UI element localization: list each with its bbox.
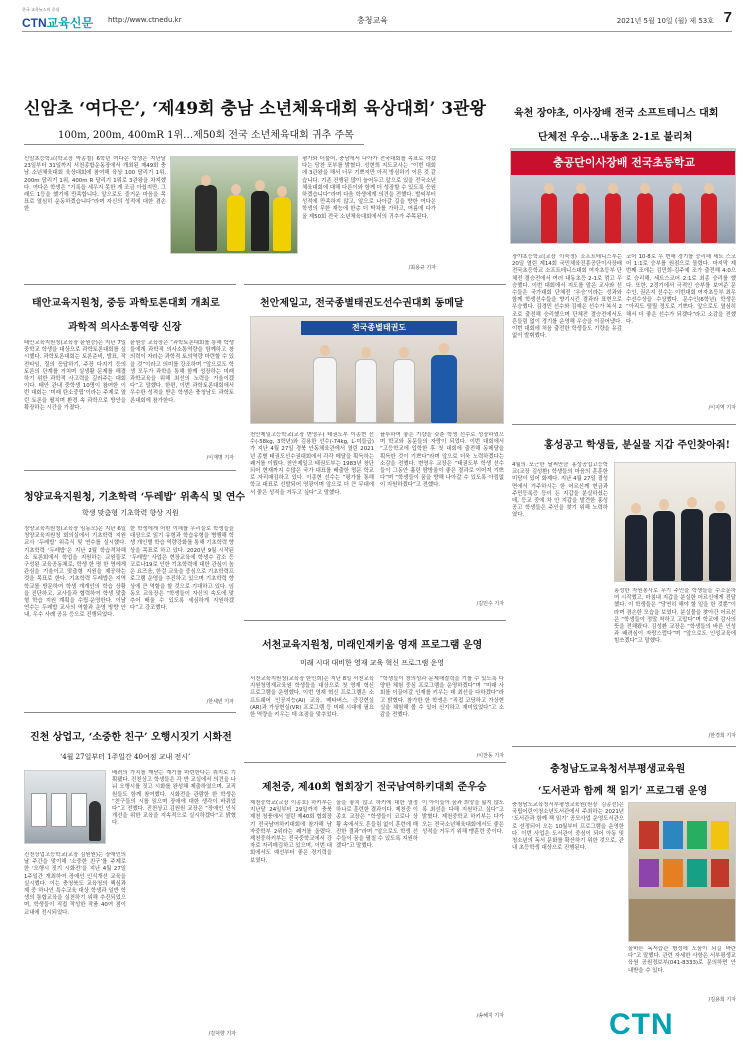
book-cover (711, 859, 729, 887)
person-head (439, 343, 449, 354)
footer-logo[interactable]: CTN (609, 1008, 674, 1041)
person-head (544, 183, 554, 194)
a5-body-left: 천안제일고등학교(교장 변영우) 태권도부 이종현 선수(-58kg, 3학년)와 김용한 선수(-74kg, L-미들급) 가 지난 4월 27일 경북 안동체육관에서 열린 2021년 종별 태권도선수권대회에서 각각 메달을 획득하는 쾌거를 이뤘다. 천안제일고 태권도부는 1983년 창단되어 현재까지 수많은 국가 대표를 배출한 명문 학교로 자리매김하고 있다. 이종현 선수는 “평가를 통해 학교 대표로 선발되어 영광이며 앞으로 더 큰 무대에서 좋은 성적을 거두고 싶다”고 말했다. (250, 432, 374, 496)
a8-body-right: 배려의 가치를 깨닫는 계기를 마련한다는 취지로 기획됐다. 진천상고 학생들은 각 반 교실에서 의견을 나눠 오행시를 짓고 시화를 완성해 제출하였으며, 교직원들도 함께 참여했다. 시화전을 관람한 한 학생은 “친구들의 시를 읽으며 장애에 대한 생각이 바뀌었다”고 전했다. 진천상고 김원원 교장은 “장애인 인식 개선을 위한 교육을 지속적으로 실시하겠다”고 밝혔다. (112, 770, 236, 827)
a9-body-left: 제천중학교(교장 이종호) 하키부는 지난달 24일부터 29일까지 충북 제천 청풍에서 열린 제40회 협회장기 전국남여하키대회에 참가해 남자중학부 2위라는 쾌거를 올렸다. 제천중하키부는 전국중학교에서 강자로 자리매김하고 있으며, 이번 대회에서도 예선부터 좋은 경기력을 보였다. (250, 800, 332, 864)
book-cover (687, 859, 707, 887)
person-head (576, 183, 586, 194)
person-head (704, 183, 714, 194)
person-figure (313, 357, 337, 423)
a7-body-left: 서천교육지원청(교육장 한인희)은 지난 8일 서천교육지원청영재교육원 학생들을 대상으로 첫 영재 혁신 프로그램을 운영했다. 이번 영재 혁신 프로그램은 소프트웨어 인공지능(AI) 교육, 메타버스, 증강현실(AR)과 가상현실(VR) 프로그램 등 미래 시대에 필요한 역량을 키우는 데 초점을 맞추었다. (250, 676, 374, 719)
a1-body-right: 평가와 더불어, 충남에서 나아가 전국대회를 목표로 하겠다는 당찬 포부를 밝혔다. 성현희 지도교사는 “이번 대회에 3관왕을 해서 너무 기쁘지만 아직 방심하기 이른 것 같습니다. 기존 진행된 많이 늘어두고 앞으로 있을 전국소년체육대회에 대해 다른이와 함께 더 성장할 수 있도록 응원하겠습니다”라며 다음 학생에게 의견을 전했다. 벌써부터 성적에 만족하지 않고, 앞으로 나아갈 길을 향한 여다은 학생의 무한 재능에 한층 더 박차를 가하고, 여름에 다가올 제50회 전국 소년체육대회에서의 귀추가 주목된다. (302, 156, 436, 220)
divider (512, 746, 736, 747)
a8-byline: /김덕향 기자 (208, 1031, 236, 1037)
a10-byline: /김용희 기자 (708, 997, 736, 1003)
a5-body-right: 플루하여 좋은 기량을 갖춘 학생 선수로 성장하였으며 학교와 동문들의 자랑이 되었다. 이번 대회에서 “고등학교에 입학한 후 첫 대회에 출전해 동메달을 획득한 것이 기쁘다”라며 앞으로 더욱 노력하겠다는 소감을 전했다. 변영우 교장은 “태권도부 학생 선수들이 그동안 흘린 땀방울이 좋은 결과로 이어져 기쁘다”며 “학생들이 꿈을 향해 나아갈 수 있도록 아낌없이 지원하겠다”고 전했다. (380, 432, 504, 489)
poster-board (31, 793, 47, 827)
person-figure (251, 191, 269, 251)
a3-headline[interactable]: 태안교육지원청, 중등 과학토론대회 개최로 (32, 298, 220, 309)
a2-banner: 충공단이사장배 전국초등학교 (511, 151, 736, 175)
a7-headline[interactable]: 서천교육지원청, 미래인재키움 영재 프로그램 운영 (262, 640, 483, 651)
a9-body-right: 이 아이들이 꿈과 희망을 잃지 않도록 최선을 다해 지원하고 싶다”고 밝혔다. 제천중학교 하키부는 다가오는 전국소년체육대회에서도 좋은 성적을 거두기 위해 맹훈련 중이다. (422, 800, 504, 835)
a1-headline[interactable]: 신암초 ‘여다은’, ‘제49회 충남 소년체육대회 육상대회’ 3관왕 (24, 99, 486, 119)
logo-rest: 교육신문 (46, 16, 94, 30)
person-figure (573, 193, 589, 243)
person-figure (709, 513, 731, 581)
poster-board (51, 793, 67, 827)
person-figure (355, 359, 377, 423)
divider (244, 284, 506, 285)
a2-headline-line2[interactable]: 단체전 우승…내동초 2-1로 불리쳐 (538, 132, 693, 143)
issue-date: 2021년 5월 10일 (월) 제 53호 (616, 17, 714, 25)
divider (244, 762, 506, 763)
a7-body-right: “학생들이 창의성과 문제해결력을 기를 수 있도록 다양한 체험 중심 프로그램을 운영하겠다”며 “미래 사회를 이끌어갈 인재를 키우는 데 최선을 다하겠다”라고 밝혔다. 참가한 한 학생은 “직접 코딩하고 가상현실을 체험해 볼 수 있어 신기하고 재미있었다”고 소감을 전했다. (380, 676, 504, 719)
a8-photo (24, 770, 106, 844)
person-head (672, 183, 682, 194)
person-figure (273, 197, 291, 251)
book-cover (663, 821, 683, 849)
a10-body-right: 올바른 독서습관 형성에 도움이 되길 바란다”고 말했다. 관련 자세한 사항은 서부평생교육원 공원정보부(041-8333)로 문의하면 안내받을 수 있다. (628, 946, 736, 974)
a10-headline[interactable]: 충청남도교육청서부평생교육원 (550, 764, 686, 775)
person-figure (541, 193, 557, 243)
poster-board (71, 793, 87, 827)
a1-subtitle: 100m, 200m, 400mR 1위…제50회 전국 소년체육대회 귀추 주목 (58, 130, 354, 141)
a1-byline: /최용규 기자 (408, 265, 436, 271)
masthead-logo[interactable] (22, 14, 93, 31)
a3-headline-line2[interactable]: 과학적 의사소통역량 신장 (68, 322, 182, 333)
book-cover (687, 821, 707, 849)
a2-body-right: 코어 10-8로 우 변해 경기를 승리해 세트 스코어 1:1로 승부를 원점으로 돌렸다. 마지막 제 번째 조에는 김민희-김주예 조가 출전해 4:0으로 승리해, 세트스코어 2:1로 최종 승리를 했다. 또한, 2경기에서 극적인 승부를 보여준 문수인, 권은지 선수는 이번대회 여자초등부 최우수선수상을 수상했다. 문수인(6학년) 학생은 “아직도 떨릴 정도로 기쁘다. 앞으로도 열심히 해서 더 좋은 선수가 되겠다”라고 소감을 전했다. (626, 254, 736, 325)
person-head (608, 183, 618, 194)
a4-body-left: 청양교육지원청(교육장 임동오)은 지난 6일 청양교육지원청 회의실에서 기초학력 지원교사 ‘두레밥’ 위촉식 및 연수를 실시했다. 기초학력 ‘두레밥’은 지난 2월 학습격차해소 토론회에서 학업을 지원하는 교원들로 구성된 교육공동체로, 학생 한 명 한 명에게 관심을 기울이고 맞춤형 지원을 제공하는 것을 목표로 한다. 기초학력 두레밥은 지역 학교를 방문하여 학생 개개인의 학습 상황을 진단하고, 교사들과 협력하여 학생 맞춤형 학습 지원 계획을 수립·운영한다. 이날 연수는 두레밥 교사의 역할과 운영 방향 안내, 우수 사례 공유 등으로 진행되었다. (24, 526, 126, 619)
person-figure (637, 193, 653, 243)
a6-body-left: 4월의 포근한 날씨만큼 홍성공업고등학교(교장 김성환) 학생들의 마음의 훈훈한 미담이 있어 화제다. 지난 4월 27일 결성면에서 거주하시는 한 어르신께 현금과 주민등록증 등이 든 지갑을 분실하셨는데, 등교 중에 차 안 지갑을 발견한 홍성공고 학생들은 주인을 찾기 위해 노력하였다. (512, 462, 608, 519)
a2-body-left: 장야초등학교(교장 이숙정) 소프트테니스부는 20일 열린 제14회 국민체육진흥공단이사장배 전국초등학교 소프트테니스대회 여자초등부 단체전 결승전에서 여러 내동초등 2-1로 꺾고 우승했다. 이번 대회에서 지도를 맡은 교사와 선수들은 국가대회 단체전 ‘우승’이라는 성과와 함께 학생선수들을 향기시킨 결과라 표현으로 우승했다. 김경민 선수와 김예은 선수가 복식 2조로 출전해 승리했으며 단체전 결승전에서도 흔들림 없이 경기를 운영해 우승을 이끌어냈다. 이번 대회에 처음 출전한 학생들도 기량을 유감없이 발휘했다. (512, 254, 622, 340)
section-name: 충청교육 (357, 16, 388, 25)
a3-byline: /이재명 기자 (206, 455, 234, 461)
page-number: 7 (723, 9, 732, 26)
a2-photo (510, 148, 736, 244)
a4-body-right: 한 학생에게 어떤 이해를 우리들로 학생들을 대상으로 읽기 유형과 학습유형을 병행해 학생 개인별 학습 역량강화를 통해 기초학력 향상을 목표로 하고 있다. 2020년 9월 시작된 ‘두레밥’ 사업은 현장교육에 학생수 감소 등 코로나19로 인한 기초학력에 대한 관심이 높은 요즈음, 한걸 교육을 중심으로 기초학력프로그램 운영을 추진하고 있으며 기초학력 향상에 큰 역할을 할 것으로 기대하고 있다. 임동오 교육장은 “학생들이 자신의 속도에 맞추어 배울 수 있도록 세심하게 지원하겠다”고 강조했다. (130, 526, 234, 612)
a4-byline: /한세빈 기자 (206, 699, 234, 705)
divider (24, 144, 364, 145)
person-figure (605, 193, 621, 243)
a4-subtitle: 학생 맞춤형 기초학력 향상 지원 (82, 509, 179, 517)
person-figure (701, 193, 717, 243)
person-head (361, 347, 371, 358)
person-head (399, 347, 409, 358)
person-head (659, 499, 669, 510)
masthead (22, 6, 732, 32)
a6-byline: /한경희 기자 (708, 733, 736, 739)
table-surface (629, 899, 736, 942)
person-figure (227, 195, 245, 251)
a2-headline[interactable]: 육천 장야초, 이사장배 전국 소프트테니스 대회 (514, 108, 719, 119)
a5-byline: /김민수 기자 (476, 601, 504, 607)
divider (24, 712, 236, 713)
person-head (715, 501, 725, 512)
person-figure (89, 801, 101, 841)
person-figure (653, 511, 675, 581)
a8-headline[interactable]: 진천 상업고, ‘소중한 친구’ 오행시짓기 시화전 (30, 732, 232, 743)
a10-photo (628, 802, 736, 942)
person-figure (431, 355, 457, 423)
a8-subtitle: ‘4월 27일부터 1주일간 40여점 교내 전시’ (60, 753, 191, 761)
a5-banner: 전국종별태권도 (301, 321, 457, 335)
divider (244, 620, 506, 621)
person-head (320, 345, 330, 356)
a1-photo (170, 156, 298, 254)
person-head (201, 175, 211, 186)
person-head (631, 503, 641, 514)
book-cover (663, 859, 683, 887)
person-figure (195, 185, 217, 251)
person-head (687, 497, 697, 508)
a7-byline: /이찬동 기자 (476, 753, 504, 759)
book-cover (639, 859, 659, 887)
a10-headline-line2[interactable]: ‘도서관과 함께 책 읽기’ 프로그램 운영 (538, 786, 708, 797)
divider (24, 470, 236, 471)
a5-photo (250, 316, 504, 424)
person-head (255, 180, 265, 191)
a3-body-right: 윤원승 교육장은 “과학토론대회를 통해 학생들에게 과학적 의사소통역량을 함께하고 창의력이 자라는 과학적 토의역량 마련할 수 있을 것”이라고 의미를 강조하며 “앞으로도 학생 모두가 과학을 통해 함께 성장하는 미래 과학교육을 위해 최선의 노력을 기울이겠다”고 말했다. 한편, 이번 과학토론대회에서 우수한 성적을 받은 학생은 충청남도 과학토론대회에 참가한다. (130, 340, 234, 404)
person-head (231, 184, 241, 195)
a9-byline: /송혜지 기자 (476, 1013, 504, 1019)
a4-headline[interactable]: 청양교육지원청, 기초학력 ‘두레밥’ 위촉식 및 연수 (24, 492, 246, 503)
book-cover (639, 821, 659, 849)
person-head (277, 186, 287, 197)
a3-body-left: 태안교육지원청(교육장 윤원승)은 지난 7일 중학교 학생을 대상으로 과학토론대회를 실시했다. 과학토론대회는 토론준비, 발표, 작전타임, 질의 응답하기, 주장 다지기 등의 토론의 단계를 거치며 실생활 문제를 해결하기 위한 과학적 사고력을 길러주는 대회이다. 태안 관내 중학생 10명이 참여한 이번 대회는 ‘미래 탄소중립’이라는 주제로 열린 토론을 펼치며 환경 속 과학으로 방안을 확장하는 시간을 가졌다. (24, 340, 126, 411)
a8-body-left: 진천상업고등학교(교장 김원원)는 장애인의 날 주간을 맞이해 ‘소중한 친구’를 주제로 한 ‘오행시 짓기 시화전’을 지난 4월 27일 1주일간 개최하여 장애인 인식개선 교육을 실시했다. 이는 충청북도 교육청의 핵심과제 중 하나인 특수교육 대상 학생과 일반 학생의 통합교육을 실천하기 위해 추진되었으며, 학생들이 직접 작성한 작품 40여 점이 교내에 전시되었다. (24, 852, 126, 916)
masthead-tagline: 한국 교육뉴스의 중심 (22, 7, 60, 12)
person-figure (625, 515, 647, 581)
a7-subtitle: 미래 시대 대비한 영재 교육 혁신 프로그램 운영 (300, 659, 445, 667)
masthead-url[interactable]: http://www.ctnedu.kr (108, 16, 182, 24)
person-figure (681, 509, 703, 581)
a9-body-mid: 올을 놓치 않고 하키에 대한 열정 하나로 훈련한 결과이다. 제천중 이종호 교장은 “학생들이 코로나 상황 속에서도 흔들림 없이 훈련에 매진한 결과”라며 “앞으로도 학생 선수들이 꿈을 펼칠 수 있도록 지원하겠다”고 말했다. (336, 800, 418, 850)
a1-body-left: 신암초등학교(학교장 박종철) 6학년 여다은 학생은 지난달 23일부터 31일까지 서천종합운동장에서 개최된 제49회 충남 소년체육대회 육상대회에 참여해 육상 100 달리기 1위, 200m 달리기 1위, 400m R 달리기 1위로 3관왕을 차지했다. 여다은 학생은 “기록을 세우지 못한 게 조금 아쉽지만, 그래도 1등을 했기에 만족합니다. 앞으로도 즐거운 마음을 목표로 열심히 운동하겠습니다”라며 자신의 성적에 대한 겸손한 (24, 156, 166, 213)
a10-body-left: 충청남도교육청서부평생교육원(원장 김종선)은 국립어린이청소년도서관에서 주최하는 2021년 ‘도서관과 함께 책 읽기’ 공모사업 운영도서관으로 선정되어 오는 10월부터 프로그램을 운영한다. 이번 사업은 도서관이 중심이 되어 아동 및 청소년의 독서 문화를 확산하기 위한 것으로, 관내 초등학생 대상으로 진행된다. (512, 802, 624, 852)
person-figure (669, 193, 685, 243)
book-cover (711, 821, 729, 849)
a6-headline[interactable]: 홍성공고 학생들, 분실물 지갑 주인찾아줘! (544, 440, 731, 451)
a5-headline[interactable]: 천안제일고, 전국종별태권도선수권대회 동메달 (260, 298, 464, 309)
a9-headline[interactable]: 제천중, 제40회 협회장기 전국남여하키대회 준우승 (262, 782, 487, 793)
person-figure (393, 359, 415, 423)
a2-byline: /이지역 기자 (708, 405, 736, 411)
person-head (640, 183, 650, 194)
divider (24, 284, 236, 285)
logo-ctn: CTN (22, 16, 47, 30)
a6-photo (614, 462, 736, 582)
divider (512, 424, 736, 425)
a6-body-right: 홍성한 자원봉사로 무기 주인을 학생들을 수소문하여 시작했고, 마침내 지갑을 분실한 어르신에게 전달했다. 이 학생들은 “당연히 해야 할 일을 한 것뿐”이라며 겸손한 모습을 보였다. 분실물을 찾아간 어르신은 “학생들이 정말 착하고 고맙다”며 학교에 감사의 뜻을 전해왔다. 김성환 교장은 “학생들의 바른 인성과 배려심이 자랑스럽다”며 “앞으로도 인성교육에 힘쓰겠다”고 말했다. (614, 588, 736, 645)
